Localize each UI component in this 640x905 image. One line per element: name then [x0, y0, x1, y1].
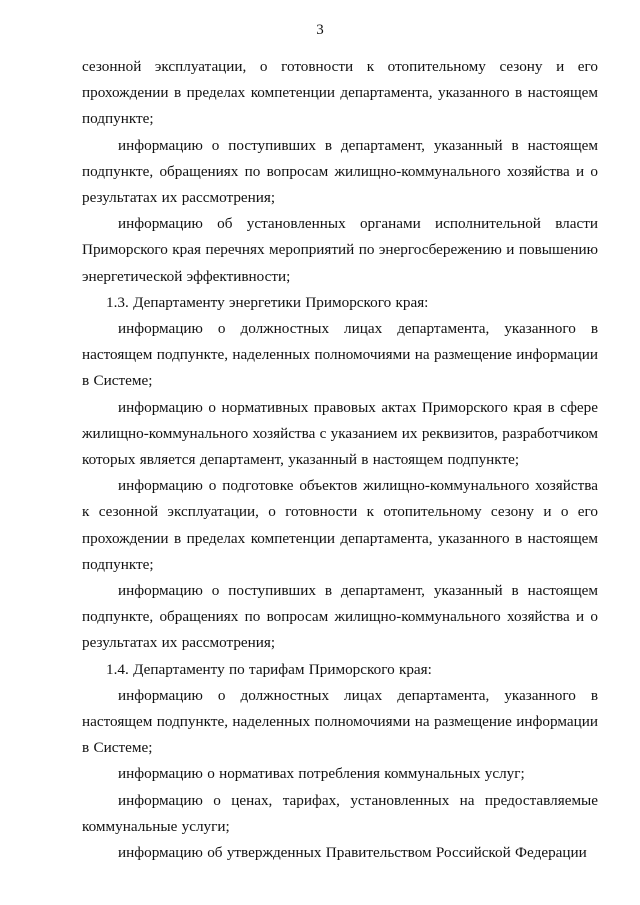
paragraph: информацию о нормативах потребления коммунальных услуг; [118, 765, 525, 783]
paragraph: информацию о нормативных правовых актах Приморского края в сфере жилищно-коммунального хозяйства с указанием их реквизитов, разработчиком которых является департамент, указанный в настоящем подпункте; [82, 398, 598, 469]
paragraph: информацию о должностных лицах департамента, указанного в настоящем подпункте, наделенных полномочиями на размещение информации в Системе; [82, 320, 598, 390]
paragraph: информацию о подготовке объектов жилищно-коммунального хозяйства к сезонной эксплуатации, о готовности к отопительному сезону и о его прохождении в пределах компетенции департамента, указанного в настоящем подпункте; [82, 477, 598, 573]
paragraph: информацию о поступивших в департамент, указанный в настоящем подпункте, обращениях по вопросам жилищно-коммунального хозяйства и о результатах их рассмотрения; [82, 136, 598, 207]
section-heading-1-3: 1.3. Департаменту энергетики Приморского края: [106, 293, 429, 311]
paragraph: информацию о должностных лицах департамента, указанного в настоящем подпункте, наделенных полномочиями на размещение информации в Системе; [82, 686, 598, 757]
paragraph: информацию об установленных органами исполнительной власти Приморского края перечнях мероприятий по энергосбережению и повышению энергетической эффективности; [82, 215, 598, 285]
paragraph-continuation: сезонной эксплуатации, о готовности к отопительному сезону и его прохождении в пределах компетенции департамента, указанного в настоящем подпункте; [82, 58, 598, 128]
section-heading-1-4: 1.4. Департаменту по тарифам Приморского края: [106, 660, 432, 678]
page-number: 3 [316, 22, 324, 38]
document-body [82, 54, 598, 866]
paragraph: информацию о поступивших в департамент, указанный в настоящем подпункте, обращениях по вопросам жилищно-коммунального хозяйства и о результатах их рассмотрения; [82, 582, 598, 652]
paragraph: информацию о ценах, тарифах, установленных на предоставляемые коммунальные услуги; [82, 791, 598, 835]
paragraph-truncated: информацию об утвержденных Правительством Российской Федерации [118, 844, 587, 862]
